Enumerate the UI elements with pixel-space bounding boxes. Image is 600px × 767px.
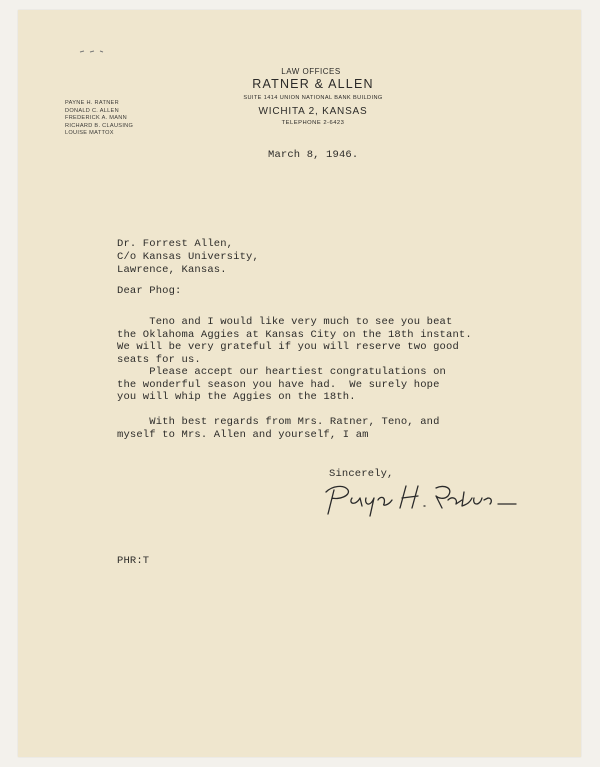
paragraph-line: With best regards from Mrs. Ratner, Teno, and bbox=[117, 416, 440, 428]
letterhead-suite: SUITE 1414 UNION NATIONAL BANK BUILDING bbox=[243, 95, 383, 101]
recipient-line: C/o Kansas University, bbox=[117, 251, 259, 263]
handwritten-signature bbox=[318, 478, 518, 518]
letterhead-telephone: TELEPHONE 2-6423 bbox=[281, 120, 345, 126]
paragraph-line: you will whip the Aggies on the 18th. bbox=[117, 391, 356, 404]
letter-date: March 8, 1946. bbox=[268, 149, 359, 161]
recipient-line: Dr. Forrest Allen, bbox=[117, 238, 234, 250]
letterhead-firm-name: RATNER & ALLEN bbox=[252, 77, 374, 91]
paragraph-line: Please accept our heartiest congratulations on bbox=[117, 366, 447, 378]
paragraph-line: myself to Mrs. Allen and yourself, I am bbox=[117, 428, 369, 441]
paragraph-2 bbox=[117, 366, 446, 404]
partner-name: LOUISE MATTOX bbox=[65, 130, 114, 137]
closing: Sincerely, bbox=[329, 468, 394, 480]
paragraph-line: the wonderful season you have had. We surely hope bbox=[117, 378, 440, 391]
paragraph-1 bbox=[117, 316, 472, 366]
letterhead-city: WICHITA 2, KANSAS bbox=[258, 106, 368, 117]
paragraph-3 bbox=[117, 416, 440, 441]
partner-name: RICHARD B. CLAUSING bbox=[65, 122, 134, 129]
paragraph-line: seats for us. bbox=[117, 353, 201, 366]
partner-name: PAYNE H. RATNER bbox=[65, 100, 119, 106]
paragraph-line: the Oklahoma Aggies at Kansas City on the 18th instant. bbox=[117, 328, 472, 341]
letter-page bbox=[18, 10, 581, 757]
partner-name: DONALD C. ALLEN bbox=[65, 107, 119, 114]
salutation: Dear Phog: bbox=[117, 285, 182, 297]
partner-list bbox=[65, 100, 133, 138]
partner-name: FREDERICK A. MANN bbox=[65, 115, 127, 122]
paragraph-line: Teno and I would like very much to see you beat bbox=[117, 316, 453, 328]
recipient-line: Lawrence, Kansas. bbox=[117, 264, 227, 276]
recipient-address bbox=[117, 238, 259, 277]
letterhead-offices: LAW OFFICES bbox=[281, 67, 341, 76]
typist-initials: PHR:T bbox=[117, 555, 150, 567]
pencil-mark bbox=[78, 47, 118, 55]
paragraph-line: We will be very grateful if you will reserve two good bbox=[117, 341, 459, 354]
